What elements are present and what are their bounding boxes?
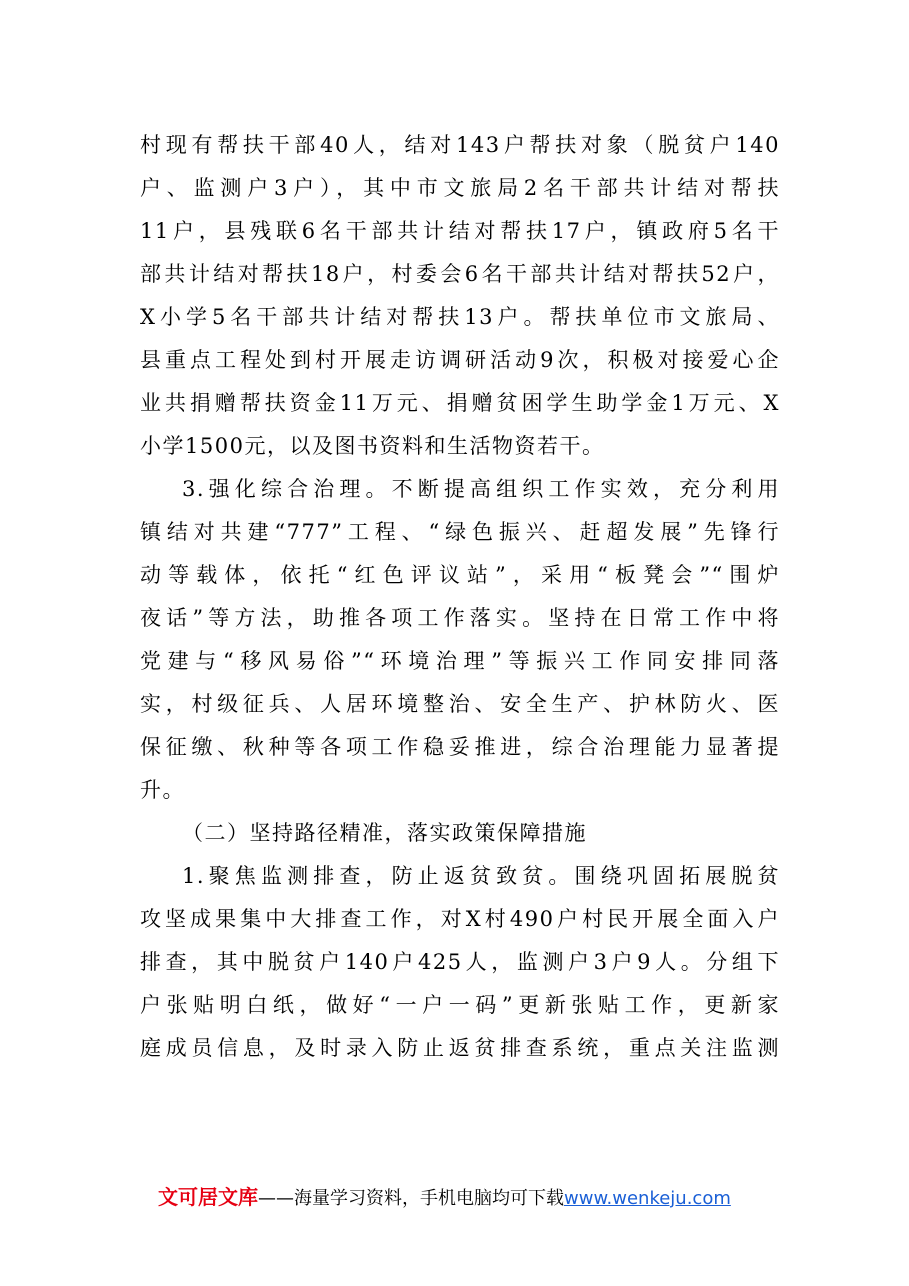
text-line: 升。 <box>140 778 185 802</box>
text-line: 11户，县残联6名干部共计结对帮扶17户，镇政府5名干 <box>140 219 780 243</box>
section-heading: （二）坚持路径精准，落实政策保障措施 <box>182 821 587 845</box>
text-line: 县重点工程处到村开展走访调研活动9次，积极对接爱心企 <box>140 348 780 372</box>
text-line: 镇结对共建“777”工程、“绿色振兴、赶超发展”先锋行 <box>140 520 780 544</box>
footer-tagline: ——海量学习资料，手机电脑均可下载 <box>258 1188 564 1209</box>
text-line: 户张贴明白纸，做好“一户一码”更新张贴工作，更新家 <box>140 993 780 1017</box>
text-line: 户、监测户3户），其中市文旅局2名干部共计结对帮扶 <box>140 176 780 200</box>
text-line: 村现有帮扶干部40人，结对143户帮扶对象（脱贫户140 <box>140 133 780 157</box>
text-line: 小学1500元，以及图书资料和生活物资若干。 <box>140 434 605 458</box>
text-line: 保征缴、秋种等各项工作稳妥推进，综合治理能力显著提 <box>140 735 780 759</box>
text-line: 排查，其中脱贫户140户425人，监测户3户9人。分组下 <box>140 950 780 974</box>
text-line: 庭成员信息，及时录入防止返贫排查系统，重点关注监测 <box>140 1036 780 1060</box>
text-line: X小学5名干部共计结对帮扶13户。帮扶单位市文旅局、 <box>140 305 780 329</box>
text-line: 实，村级征兵、人居环境整治、安全生产、护林防火、医 <box>140 692 780 716</box>
text-line: 夜话”等方法，助推各项工作落实。坚持在日常工作中将 <box>140 606 780 630</box>
footer-banner <box>158 1182 731 1212</box>
text-line: 攻坚成果集中大排查工作，对X村490户村民开展全面入户 <box>140 907 780 931</box>
text-line: 3.强化综合治理。不断提高组织工作实效，充分利用 <box>182 477 780 501</box>
text-line: 业共捐赠帮扶资金11万元、捐赠贫困学生助学金1万元、X <box>140 391 780 415</box>
document-body <box>140 124 780 1070</box>
text-line: 部共计结对帮扶18户，村委会6名干部共计结对帮扶52户， <box>140 262 780 286</box>
text-line: 动等载体，依托“红色评议站”，采用“板凳会”“围炉 <box>140 563 780 587</box>
footer-brand: 文可居文库 <box>158 1185 258 1209</box>
text-line: 党建与“移风易俗”“环境治理”等振兴工作同安排同落 <box>140 649 780 673</box>
text-line: 1.聚焦监测排查，防止返贫致贫。围绕巩固拓展脱贫 <box>182 864 780 888</box>
footer-site-link[interactable]: www.wenkeju.com <box>564 1188 731 1209</box>
